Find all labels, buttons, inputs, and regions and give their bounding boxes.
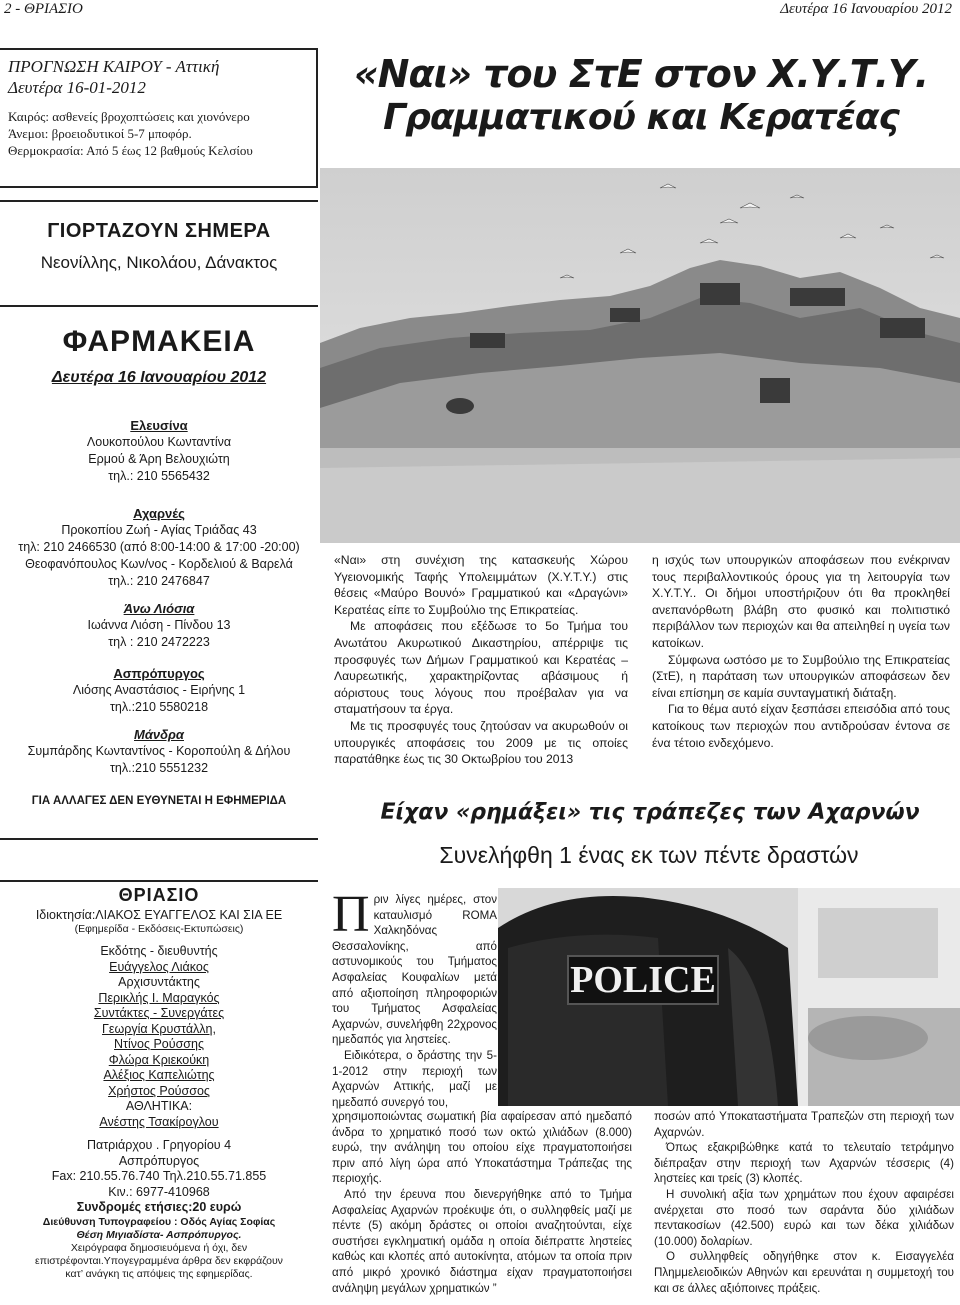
weather-line: Θερμοκρασία: Από 5 έως 12 βαθμούς Κελσίου bbox=[8, 143, 253, 158]
pharmacy-name: Συμπάρδης Κωνταντίνος - Κοροπούλη & Δήλου bbox=[27, 744, 291, 758]
masthead-staff-label: Συντάκτες - Συνεργάτες bbox=[93, 1006, 225, 1020]
pharmacy-entry bbox=[0, 600, 318, 651]
pharmacy-name: Προκοπίου Ζωή - Αγίας Τριάδας 43 bbox=[61, 523, 257, 537]
article2-paragraph: Ο συλληφθείς οδηγήθηκε στον κ. Εισαγγελέα Πλημμελειοδικών Αθηνών και ερευνάται η συμμετοχή του και σε άλλες αξιόποινες πράξεις. bbox=[654, 1250, 954, 1295]
article1-column-2 bbox=[652, 552, 950, 751]
pharmacy-name: Λιόσης Αναστάσιος - Ειρήνης 1 bbox=[72, 683, 246, 697]
pharmacy-name: Ιωάννα Λιόση - Πίνδου 13 bbox=[87, 618, 231, 632]
weather-box bbox=[0, 48, 318, 188]
masthead-editor-label: Αρχισυντάκτης bbox=[118, 975, 200, 989]
pharmacy-entry bbox=[0, 665, 318, 716]
masthead-editor: Περικλής Ι. Μαραγκός bbox=[98, 990, 220, 1005]
masthead-disclaimer: επιστρέφονται.Υπογεγραμμένα άρθρα δεν εκφράζουν bbox=[35, 1254, 283, 1267]
name-days-box bbox=[0, 200, 318, 295]
masthead-staff: Φλώρα Κριεκούκη bbox=[108, 1052, 210, 1067]
article1-paragraph: Για το θέμα αυτό είχαν ξεσπάσει επεισόδια από τους κατοίκους των περιοχών που αντιδρούσαν έντονα σε ένα τέτοιο ενδεχόμενο. bbox=[652, 702, 950, 750]
pharmacy-address: τηλ: 210 2466530 (από 8:00-14:00 & 17:00 -20:00) bbox=[18, 540, 300, 554]
masthead-address: Ασπρόπυργος bbox=[118, 1153, 200, 1168]
pharmacy-entry bbox=[0, 726, 318, 777]
masthead-staff: Ντίνος Ρούσσης bbox=[114, 1037, 204, 1051]
article2-paragraph: χρησιμοποιώντας σωματική βία αφαίρεσαν από ημεδαπό άνδρα το χρηματικό ποσό των οκτώ χιλιάδων (8.000) ευρώ, την ανάληψη του οποίου είχε πραγματοποιήσει πριν από λίγη ώρα από Υποκατάστημα Τράπεζας της περιοχής. bbox=[332, 1110, 632, 1186]
article2-title: Είχαν «ρημάξει» τις τράπεζες των Αχαρνών bbox=[380, 800, 920, 825]
masthead-print-dir: Διεύθυνση Τυπογραφείου : Οδός Αγίας Σοφίας bbox=[42, 1215, 276, 1228]
pharmacies-note: ΓΙΑ ΑΛΛΑΓΕΣ ΔΕΝ ΕΥΘΥΝΕΤΑΙ Η ΕΦΗΜΕΡΙΔΑ bbox=[31, 795, 287, 807]
masthead-mobile: Κιν.: 6977-410968 bbox=[108, 1184, 210, 1199]
pharmacy-name: Λουκοπούλου Κωνταντίνα bbox=[86, 435, 232, 449]
article1-paragraph: Σύμφωνα ωστόσο με το Συμβούλιο της Επικρατείας (ΣτΕ), η παράταση των υπουργικών αποφάσεων δεν είναι επίσημη σε καμία συνταγματική διάταξη. bbox=[652, 652, 950, 700]
article2-column-right bbox=[654, 1109, 954, 1296]
masthead-box bbox=[0, 880, 318, 1300]
headline-line-2: Γραμματικού και Κερατέας bbox=[383, 97, 899, 138]
masthead-staff: Χρήστος Ρούσσος bbox=[108, 1083, 210, 1098]
article2-paragraph: Όπως εξακριβώθηκε κατά το τελευταίο τετράμηνο διέπραξαν στην περιοχή των Αχαρνών τέσσερις (4) ληστείες και τρείς (3) κλοπές. bbox=[654, 1141, 954, 1186]
article2-paragraph: ριν λίγες ημέρες, στον καταυλισμό ROMA Χαλκηδόνας Θεσσαλονίκης, από αστυνομικούς του Τμήματος Ασφαλείας Κουφαλίων μετά από αξιοποίηση πληροφοριών του Τμήματος Ασφαλείας Αχαρνών, συνελήφθη 22χρονος ημεδαπός για ληστείες. bbox=[332, 893, 497, 1047]
masthead-publisher: Ευάγγελος Λιάκος bbox=[109, 959, 209, 974]
pharmacy-phone: τηλ.:210 5580218 bbox=[109, 700, 209, 714]
weather-line: Καιρός: ασθενείς βροχοπτώσεις και χιονόνερο bbox=[8, 109, 250, 124]
weather-date: Δευτέρα 16-01-2012 bbox=[8, 78, 146, 97]
pharmacy-area: Μάνδρα bbox=[134, 727, 184, 742]
pharmacy-area: Ελευσίνα bbox=[130, 418, 188, 433]
pharmacies-box bbox=[0, 305, 318, 840]
masthead-sports: Ανέστης Τσακίρογλου bbox=[99, 1114, 219, 1129]
issue-date: Δευτέρα 16 Ιανουαρίου 2012 bbox=[780, 1, 952, 17]
pharmacy-area: Άνω Λιόσια bbox=[123, 601, 195, 616]
weather-line: Άνεμοι: βροειοδυτικοί 5-7 μποφόρ. bbox=[8, 126, 192, 141]
masthead-disclaimer: Χειρόγραφα δημοσιευόμενα ή όχι, δεν bbox=[70, 1241, 248, 1254]
article2-paragraph: Από την έρευνα που διενεργήθηκε από το Τμήμα Ασφαλείας Αχαρνών προέκυψε ότι, ο συλληφθείς μαζί με πέντε (5) ακόμη δράστες οι οποίοι αναζητούνται, είχε συστήσει εγκληματική ομάδα η οποία διέπραττε ληστείες καθώς και κλοπές από αυτοκίνητα, ατόμων τα οποία πριν από μικρό χρονικό διάστημα είχαν πραγματοποιήσει ανάληψη μεγάλων χρηματικών ” bbox=[332, 1187, 632, 1295]
pharmacy-area: Αχαρνές bbox=[133, 506, 185, 521]
pharmacy-area: Ασπρόπυργος bbox=[113, 666, 205, 681]
masthead-publisher-label: Εκδότης - διευθυντής bbox=[100, 944, 218, 958]
main-headline bbox=[330, 52, 952, 140]
masthead-owner: Ιδιοκτησία:ΛΙΑΚΟΣ ΕΥΑΓΓΕΛΟΣ ΚΑΙ ΣΙΑ ΕΕ bbox=[35, 907, 283, 922]
headline-line-1: «Ναι» του ΣτΕ στον Χ.Υ.Τ.Υ. bbox=[353, 52, 929, 96]
name-days-title: ΓΙΟΡΤΑΖΟΥΝ ΣΗΜΕΡΑ bbox=[47, 220, 271, 242]
page-number: 2 - ΘΡΙΑΣΙΟ bbox=[4, 1, 83, 17]
article2-dropcap: Π bbox=[332, 886, 370, 943]
pharmacy-entry bbox=[0, 417, 318, 485]
masthead-staff: Αλέξιος Καπελιώτης bbox=[103, 1068, 215, 1082]
masthead-disclaimer: κατ’ ανάγκη τις απόψεις της εφημερίδας. bbox=[65, 1267, 253, 1280]
article1-paragraph: Με τις προσφυγές τους ζητούσαν να ακυρωθούν οι υπουργικές αποφάσεις του 2009 με τις οποίες παρατάθηκε έως τις 30 Οκτωβρίου του 2013 bbox=[334, 718, 628, 767]
pharmacies-title: ΦΑΡΜΑΚΕΙΑ bbox=[62, 325, 256, 358]
masthead-subscriptions: Συνδρομές ετήσιες:20 ευρώ bbox=[76, 1200, 242, 1214]
article2-paragraph: Ειδικότερα, ο δράστης την 5-1-2012 στην περιοχή των Αχαρνών Αττικής, μαζί με ημεδαπό συνεργό του, bbox=[332, 1048, 497, 1109]
pharmacy-phone: τηλ : 210 2472223 bbox=[108, 635, 210, 649]
article1-paragraph: «Ναι» στη συνέχιση της κατασκευής Χώρου Υγειονομικής Ταφής Υπολειμμάτων (Χ.Υ.Τ.Υ.) στις θέσεις «Μαύρο Βουνό» Γραμματικού και «Δραγώνι» Κερατέας είπε το Συμβούλιο της Επικρατείας. bbox=[334, 553, 628, 617]
page-header bbox=[0, 0, 960, 22]
pharmacy-phone: τηλ.: 210 2476847 bbox=[108, 574, 210, 588]
article1-paragraph: Με αποφάσεις που εξέδωσε το 5ο Τμήμα του Ανωτάτου Ακυρωτικού Δικαστηρίου, απέρριψε τις προσφυγές των Δήμων Γραμματικού και Κερατέας – Λαυρεωτικής, χαρακτηρίζοντας αβάσιμους ή αόριστους τους λόγους που προέβαλαν για να σταματήσουν τα έργα. bbox=[334, 619, 628, 717]
weather-title: ΠΡΟΓΝΩΣΗ ΚΑΙΡΟΥ - Αττική bbox=[8, 57, 220, 76]
police-photo bbox=[498, 888, 960, 1106]
masthead-owner-sub: (Εφημερίδα - Εκδόσεις-Εκτυπώσεις) bbox=[74, 923, 244, 935]
article2-column-top bbox=[332, 886, 497, 1110]
masthead-title: ΘΡΙΑΣΙΟ bbox=[118, 885, 200, 905]
article1-column-1 bbox=[334, 552, 628, 768]
masthead-sports-label: ΑΘΛΗΤΙΚΑ: bbox=[125, 1099, 193, 1113]
pharmacy-extra: Θεοφανόπουλος Κων/νος - Κορδελιού & Βαρελά bbox=[25, 557, 293, 571]
article2-subtitle: Συνελήφθη 1 ένας εκ των πέντε δραστών bbox=[439, 842, 859, 868]
pharmacy-entry bbox=[0, 505, 318, 590]
article2-column-low bbox=[332, 1109, 632, 1296]
masthead-address: Πατριάρχου . Γρηγορίου 4 bbox=[86, 1138, 232, 1152]
police-badge-text: POLICE bbox=[570, 959, 716, 1001]
pharmacy-phone: τηλ.:210 5551232 bbox=[109, 761, 209, 775]
article2-paragraph: ποσών από Υποκαταστήματα Τραπεζών στη περιοχή των Αχαρνών. bbox=[654, 1110, 954, 1139]
name-days-names: Νεονίλλης, Νικολάου, Δάνακτος bbox=[40, 253, 278, 272]
masthead-print-place: Θέση Μιγιαδίστα- Ασπρόπυργος. bbox=[76, 1228, 242, 1241]
pharmacies-date: Δευτέρα 16 Ιανουαρίου 2012 bbox=[51, 369, 267, 386]
masthead-fax: Fax: 210.55.76.740 Τηλ.210.55.71.855 bbox=[51, 1169, 267, 1183]
pharmacy-phone: τηλ.: 210 5565432 bbox=[108, 469, 210, 483]
masthead-staff: Γεωργία Κρυστάλλη, bbox=[102, 1021, 216, 1036]
article2-paragraph: Η συνολική αξία των χρημάτων που έχουν αφαιρέσει ανέρχεται στο ποσό των σαράντα δύο χιλιάδων πεντακοσίων (42.500) ευρώ και των δέκα χιλιάδων (10.000) δολαρίων. bbox=[654, 1187, 954, 1248]
pharmacy-address: Ερμού & Άρη Βελουχιώτη bbox=[88, 452, 230, 466]
landfill-photo bbox=[320, 168, 960, 543]
article1-paragraph: η ισχύς των υπουργικών αποφάσεων που ενέκριναν τους περιβαλλοντικούς όρους για τη λειτουργία των Χ.Υ.Τ.Υ.. Οι δήμοι υποστήριζουν ότι θα προκληθεί ανεπανόρθωτη βλάβη στο φυσικό και πολιτιστικό περιβάλλον των περιοχών και θα απειληθεί η υγεία των κατοίκων. bbox=[652, 553, 950, 650]
